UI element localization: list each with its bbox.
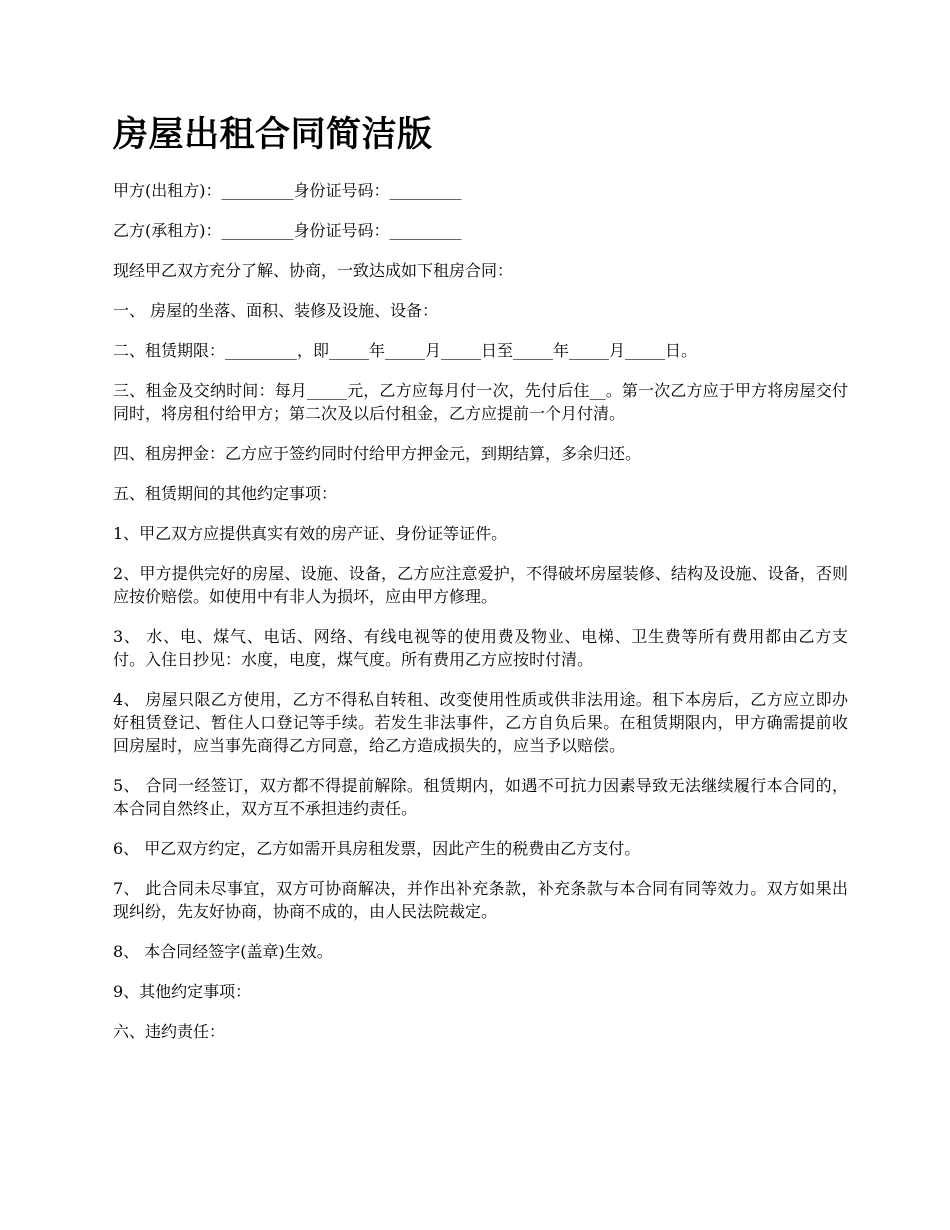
section-1-property: 一、 房屋的坐落、面积、装修及设施、设备： <box>113 301 439 320</box>
clause-6: 6、 甲乙双方约定，乙方如需开具房租发票，因此产生的税费由乙方支付。 <box>113 839 641 858</box>
party-a-line: 甲方(出租方)：_________身份证号码：_________ <box>113 181 462 200</box>
clause-1: 1、甲乙双方应提供真实有效的房产证、身份证等证件。 <box>113 524 508 543</box>
clause-5: 5、 合同一经签订，双方都不得提前解除。租赁期内，如遇不可抗力因素导致无法继续履行本合同的，本合同自然终止，双方互不承担违约责任。 <box>113 776 848 818</box>
clause-9: 9、其他约定事项： <box>113 982 252 1001</box>
section-6-liability: 六、违约责任： <box>113 1022 226 1041</box>
section-4-deposit: 四、租房押金：乙方应于签约同时付给甲方押金元，到期结算，多余归还。 <box>113 444 642 463</box>
clause-2: 2、甲方提供完好的房屋、设施、设备，乙方应注意爱护，不得破坏房屋装修、结构及设施、设备，否则应按价赔偿。如使用中有非人为损坏，应由甲方修理。 <box>113 564 848 606</box>
section-5-other-terms: 五、租赁期间的其他约定事项： <box>113 484 338 503</box>
section-2-term: 二、租赁期限：_________，即_____年_____月_____日至_____年_____月_____日。 <box>113 341 698 360</box>
clause-7: 7、 此合同未尽事宜，双方可协商解决，并作出补充条款，补充条款与本合同有同等效力。双方如果出现纠纷，先友好协商，协商不成的，由人民法院裁定。 <box>113 879 848 921</box>
clause-8: 8、 本合同经签字(盖章)生效。 <box>113 942 333 961</box>
clause-3: 3、 水、电、煤气、电话、网络、有线电视等的使用费及物业、电梯、卫生费等所有费用都由乙方支付。入住日抄见：水度，电度，煤气度。所有费用乙方应按时付清。 <box>113 627 848 669</box>
document-page <box>113 112 848 1060</box>
party-b-line: 乙方(承租方)：_________身份证号码：_________ <box>113 221 462 240</box>
document-title: 房屋出租合同简洁版 <box>113 115 433 155</box>
clause-4: 4、 房屋只限乙方使用，乙方不得私自转租、改变使用性质或供非法用途。租下本房后，乙方应立即办好租赁登记、暂住人口登记等手续。若发生非法事件，乙方自负后果。在租赁期限内，甲方确需提前收回房屋时，应当事先商得乙方同意，给乙方造成损失的，应当予以赔偿。 <box>113 690 848 755</box>
section-3-rent: 三、租金及交纳时间：每月_____元，乙方应每月付一次，先付后住__。第一次乙方应于甲方将房屋交付同时，将房租付给甲方；第二次及以后付租金，乙方应提前一个月付清。 <box>113 381 848 423</box>
preamble: 现经甲乙双方充分了解、协商，一致达成如下租房合同： <box>113 261 514 280</box>
